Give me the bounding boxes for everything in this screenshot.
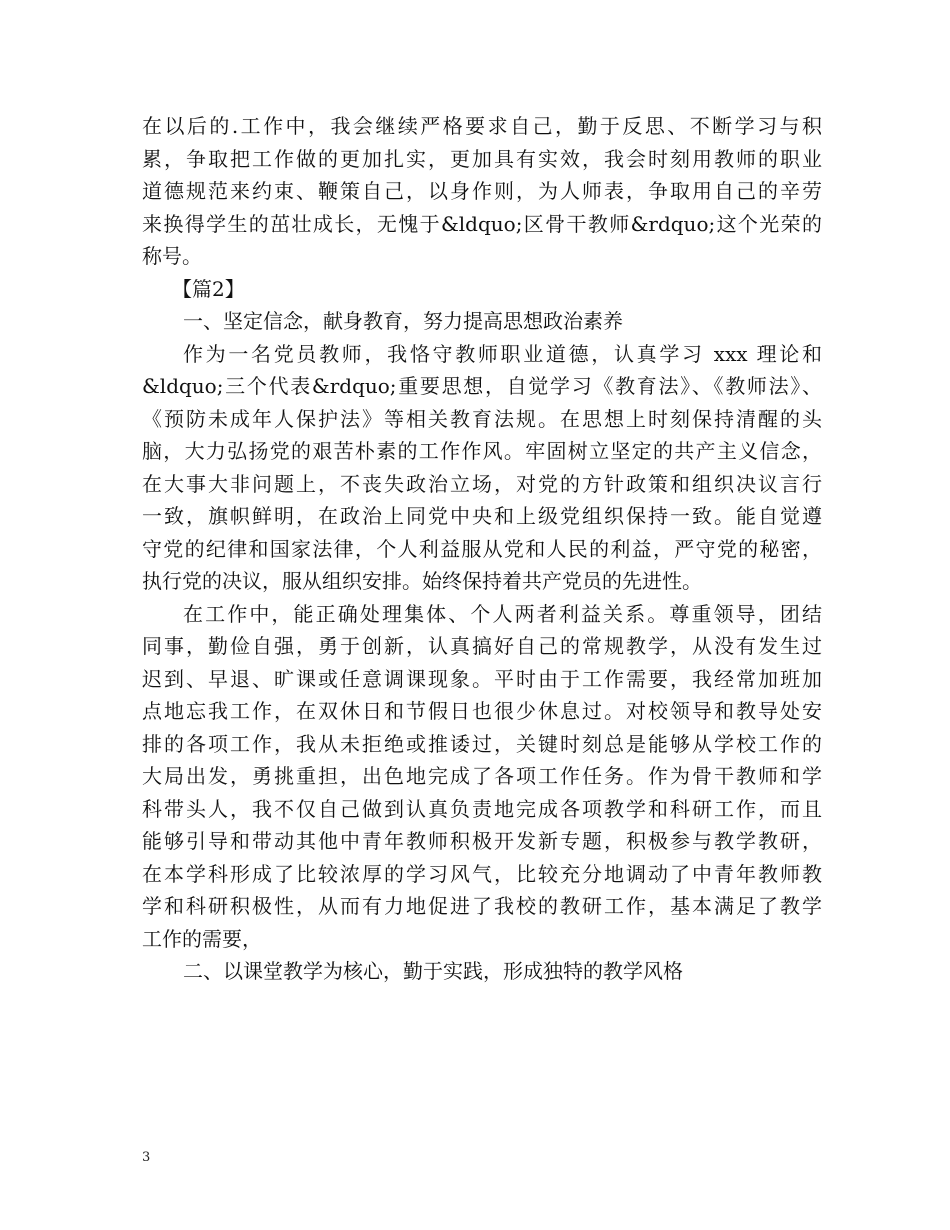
paragraph-line: 学和科研积极性，从而有力地促进了我校的教研工作，基本满足了教学 bbox=[142, 894, 822, 918]
paragraph-line: 在大事大非问题上，不丧失政治立场，对党的方针政策和组织决议言行 bbox=[142, 471, 822, 496]
subsection-heading: 一、坚定信念，献身教育，努力提高思想政治素养 bbox=[183, 309, 623, 333]
paragraph-line: 来换得学生的茁壮成长，无愧于&ldquo;区骨干教师&rdquo;这个光荣的 bbox=[142, 211, 822, 236]
section-heading: 【篇2】 bbox=[172, 276, 245, 301]
paragraph-line: 在工作中，能正确处理集体、个人两者利益关系。尊重领导，团结 bbox=[183, 601, 822, 626]
paragraph-line: 排的各项工作，我从未拒绝或推诿过，关键时刻总是能够从学校工作的 bbox=[142, 731, 822, 756]
paragraph-line: 守党的纪律和国家法律，个人利益服从党和人民的利益，严守党的秘密， bbox=[142, 536, 822, 561]
paragraph-line: 称号。 bbox=[142, 244, 202, 268]
paragraph-line: 一致，旗帜鲜明，在政治上同党中央和上级党组织保持一致。能自觉遵 bbox=[142, 504, 822, 528]
paragraph-line: 在以后的.工作中，我会继续严格要求自己，勤于反思、不断学习与积 bbox=[142, 114, 822, 138]
paragraph-line: &ldquo;三个代表&rdquo;重要思想，自觉学习《教育法》、《教师法》、 bbox=[142, 374, 822, 398]
paragraph-line: 道德规范来约束、鞭策自己，以身作则，为人师表，争取用自己的辛劳 bbox=[142, 179, 822, 203]
subsection-heading: 二、以课堂教学为核心，勤于实践，形成独特的教学风格 bbox=[183, 959, 683, 983]
document-body bbox=[142, 110, 822, 988]
paragraph-line: 迟到、早退、旷课或任意调课现象。平时由于工作需要，我经常加班加 bbox=[142, 666, 822, 691]
paragraph-line: 作为一名党员教师，我恪守教师职业道德，认真学习 xxx 理论和 bbox=[183, 341, 822, 366]
paragraph-line: 同事，勤俭自强，勇于创新，认真搞好自己的常规教学，从没有发生过 bbox=[142, 634, 822, 658]
paragraph-line: 在本学科形成了比较浓厚的学习风气，比较充分地调动了中青年教师教 bbox=[142, 861, 822, 886]
paragraph-line: 科带头人，我不仅自己做到认真负责地完成各项教学和科研工作，而且 bbox=[142, 796, 822, 821]
paragraph-line: 累，争取把工作做的更加扎实，更加具有实效，我会时刻用教师的职业 bbox=[142, 146, 822, 171]
paragraph-line: 执行党的决议，服从组织安排。始终保持着共产党员的先进性。 bbox=[142, 569, 702, 593]
paragraph-line: 能够引导和带动其他中青年教师积极开发新专题，积极参与教学教研， bbox=[142, 829, 822, 853]
paragraph-line: 脑，大力弘扬党的艰苦朴素的工作作风。牢固树立坚定的共产主义信念， bbox=[142, 439, 822, 463]
paragraph-line: 《预防未成年人保护法》等相关教育法规。在思想上时刻保持清醒的头 bbox=[142, 406, 822, 431]
page-number: 3 bbox=[142, 1150, 151, 1165]
paragraph-line: 点地忘我工作，在双休日和节假日也很少休息过。对校领导和教导处安 bbox=[142, 699, 822, 723]
paragraph-line: 大局出发，勇挑重担，出色地完成了各项工作任务。作为骨干教师和学 bbox=[142, 764, 822, 788]
paragraph-line: 工作的需要， bbox=[142, 926, 262, 951]
